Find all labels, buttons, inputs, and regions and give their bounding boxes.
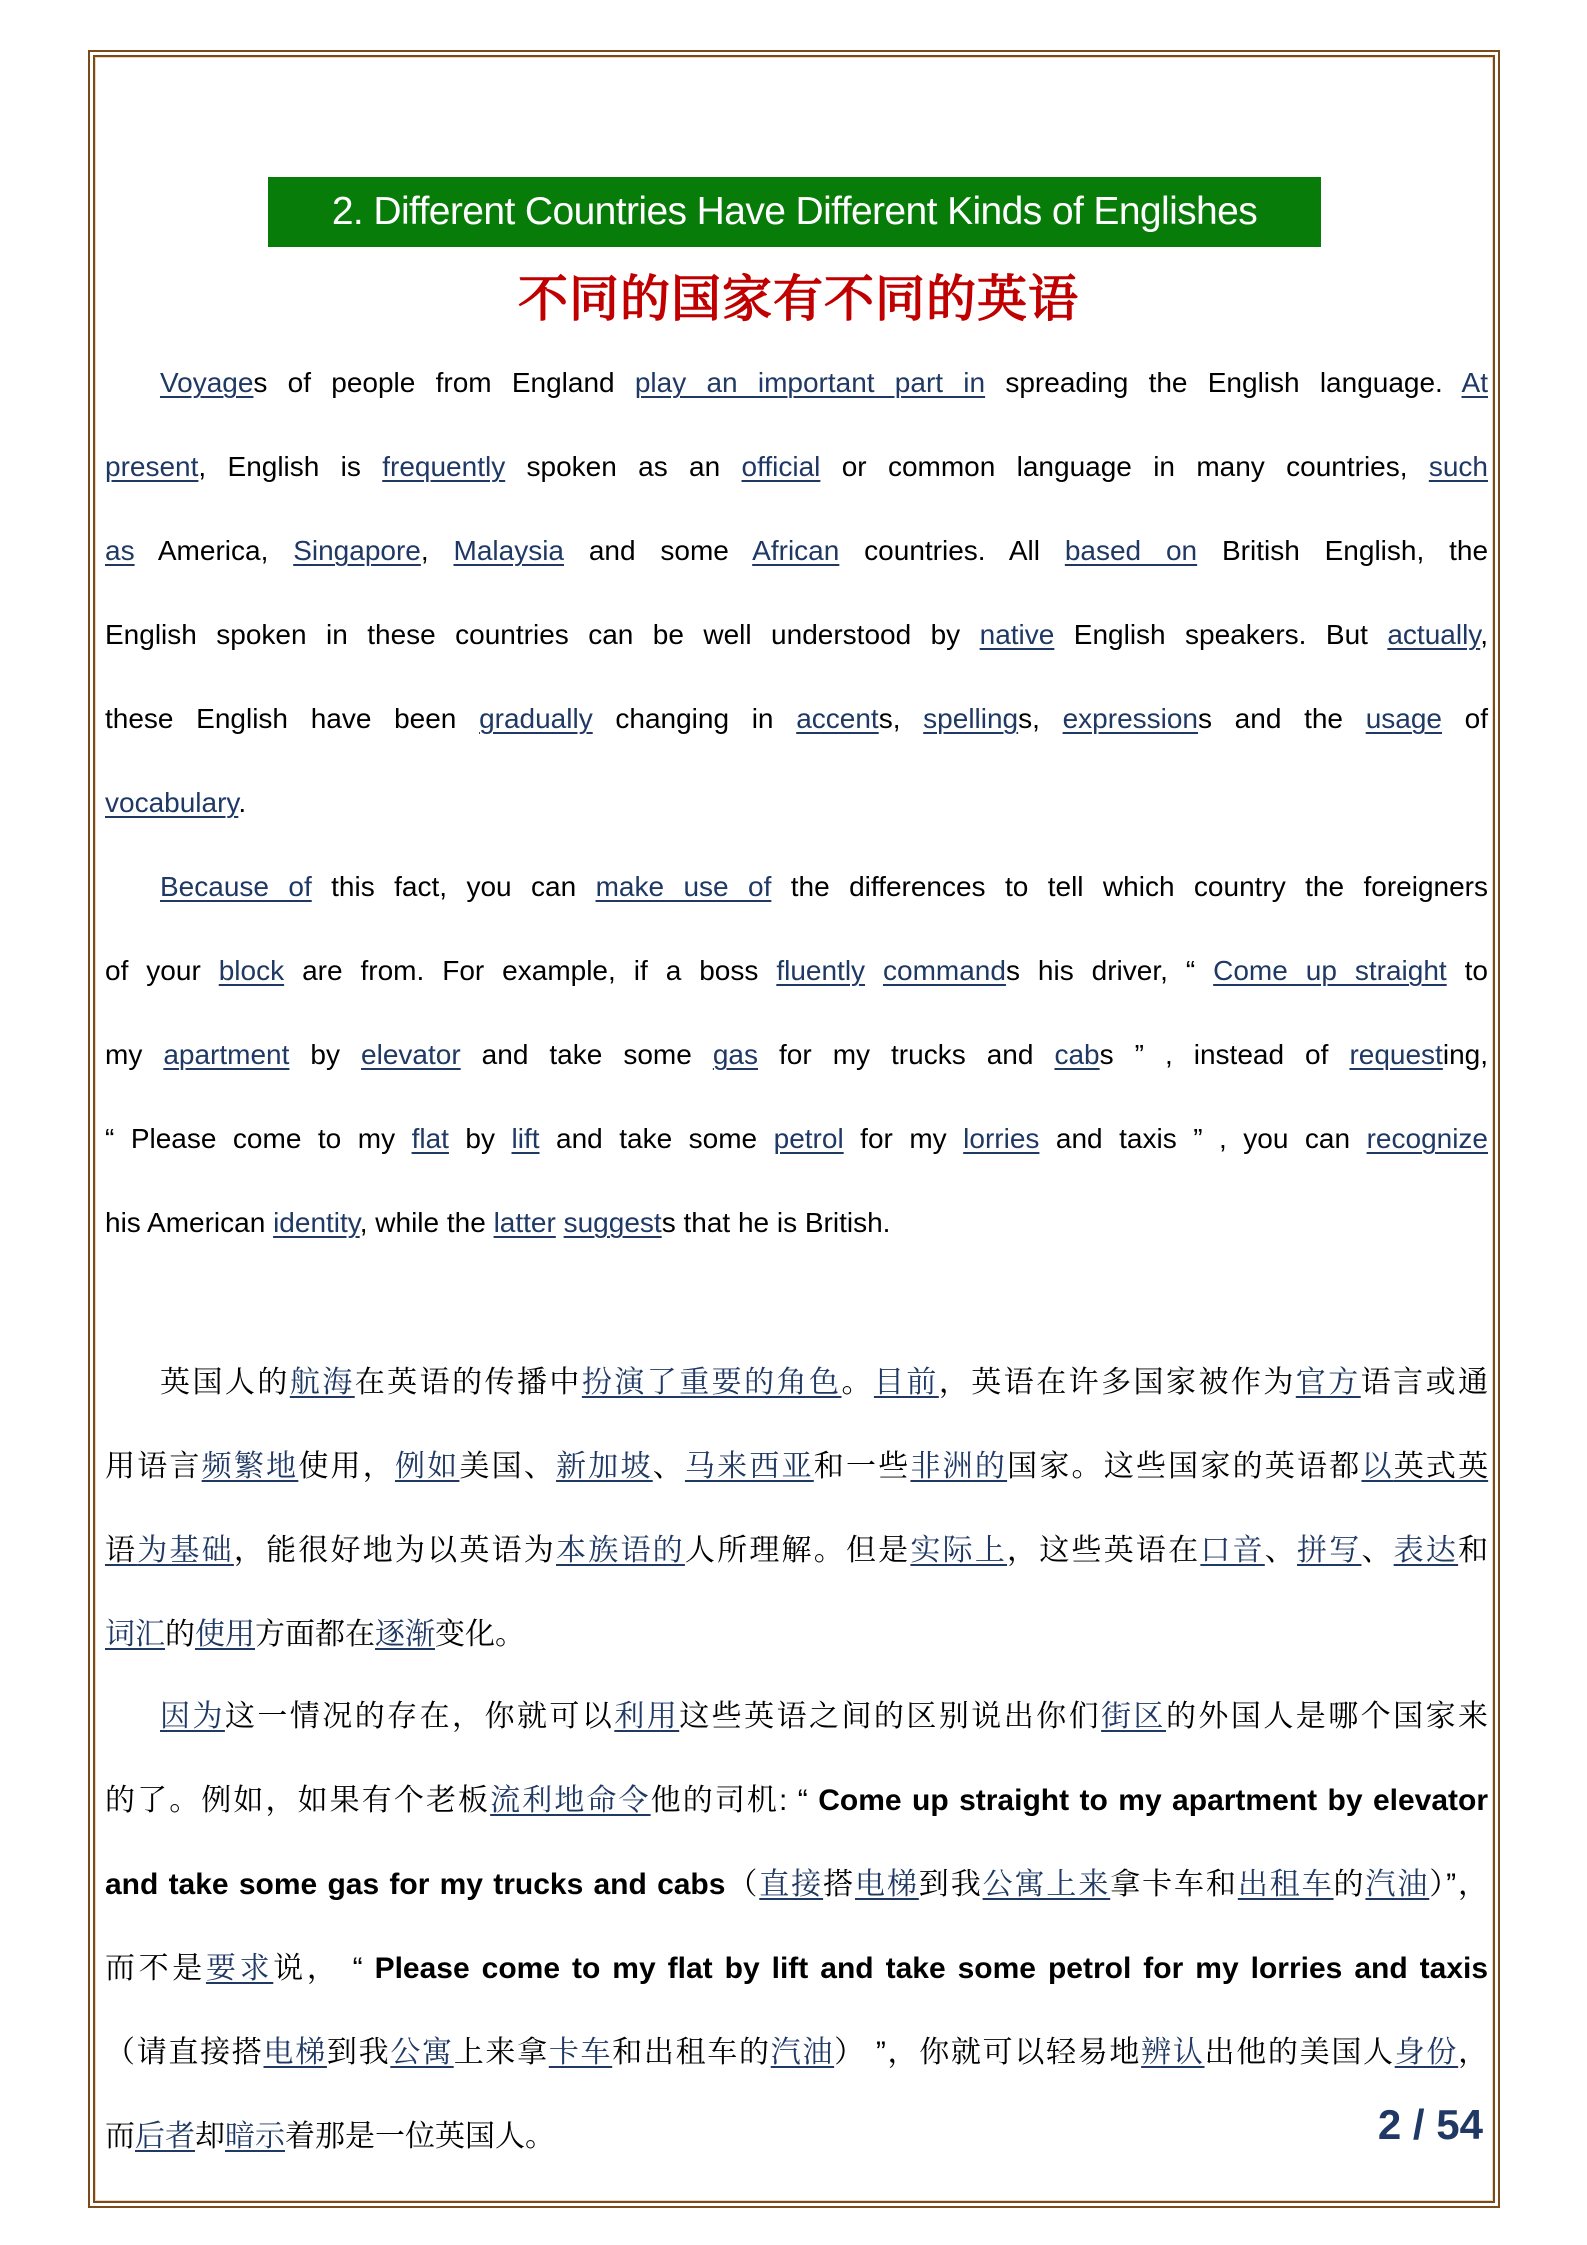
vocabulary-link[interactable]: 汽油: [770, 2036, 835, 2069]
text-segment: [556, 1207, 564, 1238]
vocabulary-link[interactable]: 汽油: [1365, 1868, 1430, 1901]
vocabulary-link[interactable]: frequently: [382, 451, 506, 482]
english-text-line: [105, 621, 1488, 649]
vocabulary-link[interactable]: 因为: [160, 1700, 225, 1733]
text-segment: British English, the: [1197, 535, 1489, 566]
chinese-text-line: [160, 1366, 1488, 1400]
vocabulary-link[interactable]: 辨认: [1141, 2036, 1205, 2069]
text-segment: spreading the English language.: [985, 367, 1462, 398]
vocabulary-link[interactable]: lift: [511, 1123, 540, 1154]
vocabulary-link[interactable]: 目前: [873, 1366, 939, 1399]
vocabulary-link[interactable]: 身份: [1394, 2036, 1459, 2069]
text-segment: my: [105, 1039, 164, 1070]
text-segment: by: [448, 1123, 512, 1154]
text-segment: 方面都在: [255, 1618, 375, 1651]
text-segment: 和一些: [813, 1450, 911, 1483]
text-segment: 搭: [823, 1868, 855, 1901]
vocabulary-link[interactable]: present: [105, 451, 199, 482]
text-segment: 人所理解。但是: [684, 1534, 911, 1567]
vocabulary-link[interactable]: expression: [1062, 703, 1198, 734]
vocabulary-link[interactable]: 流利地命令: [490, 1784, 651, 1817]
text-segment: （: [725, 1868, 760, 1901]
english-text-line: [160, 873, 1488, 901]
text-segment: and take some: [460, 1039, 713, 1070]
vocabulary-link[interactable]: 公寓上来: [982, 1868, 1111, 1901]
text-segment: 出他的美国人: [1204, 2036, 1395, 2069]
vocabulary-link[interactable]: identity: [273, 1207, 360, 1238]
text-segment: Come up straight to my apartment by elevator: [818, 1784, 1489, 1817]
text-segment: ，: [1458, 2036, 1489, 2069]
vocabulary-link[interactable]: actually: [1387, 619, 1481, 650]
vocabulary-link[interactable]: 非洲的: [910, 1450, 1008, 1483]
text-segment: 而不是: [105, 1952, 206, 1985]
vocabulary-link[interactable]: native: [979, 619, 1055, 650]
vocabulary-link[interactable]: cab: [1054, 1039, 1100, 1070]
vocabulary-link[interactable]: 本族语的: [556, 1534, 685, 1567]
text-segment: 却: [195, 2120, 225, 2153]
vocabulary-link[interactable]: 逐渐: [375, 1618, 435, 1651]
vocabulary-link[interactable]: such: [1428, 451, 1488, 482]
vocabulary-link[interactable]: based on: [1064, 535, 1198, 566]
vocabulary-link[interactable]: At: [1461, 367, 1489, 398]
vocabulary-link[interactable]: latter: [493, 1207, 556, 1238]
vocabulary-link[interactable]: African: [752, 535, 840, 566]
text-segment: for my trucks and: [757, 1039, 1055, 1070]
text-segment: and take some: [539, 1123, 774, 1154]
english-text-line: [105, 1041, 1488, 1069]
vocabulary-link[interactable]: 出租车: [1237, 1868, 1334, 1901]
text-segment: “ Please come to my: [105, 1123, 412, 1154]
vocabulary-link[interactable]: 卡车: [548, 2036, 613, 2069]
text-segment: these English have been: [105, 703, 480, 734]
text-segment: English speakers. But: [1054, 619, 1388, 650]
text-segment: countries. All: [839, 535, 1065, 566]
text-segment: .: [238, 787, 247, 818]
vocabulary-link[interactable]: 要求: [205, 1952, 274, 1985]
vocabulary-link[interactable]: 电梯: [263, 2036, 327, 2069]
english-text-line: [160, 369, 1488, 397]
text-segment: 的外国人是哪个国家来: [1165, 1700, 1489, 1733]
text-segment: 到我: [918, 1868, 983, 1901]
text-segment: this fact, you can: [311, 871, 596, 902]
chinese-text-line: [105, 2036, 1488, 2070]
text-segment: and some: [563, 535, 753, 566]
text-segment: 着那是一位英国人。: [285, 2120, 555, 2153]
vocabulary-link[interactable]: 口音: [1200, 1534, 1265, 1567]
vocabulary-link[interactable]: 频繁地: [201, 1450, 299, 1483]
text-segment: ，这些英语在: [1007, 1534, 1201, 1567]
text-segment: , English is: [198, 451, 383, 482]
vocabulary-link[interactable]: Malaysia: [453, 535, 564, 566]
text-segment: 这些英语之间的区别说出你们: [679, 1700, 1102, 1733]
vocabulary-link[interactable]: 新加坡: [556, 1450, 653, 1483]
text-segment: English spoken in these countries can be well understood by: [105, 619, 980, 650]
text-segment: 、: [652, 1450, 685, 1483]
english-text-line: [105, 1209, 1488, 1237]
vocabulary-link[interactable]: flat: [411, 1123, 449, 1154]
vocabulary-link[interactable]: Singapore: [293, 535, 421, 566]
text-segment: changing in: [592, 703, 797, 734]
vocabulary-link[interactable]: 利用: [614, 1700, 680, 1733]
vocabulary-link[interactable]: as: [105, 535, 135, 566]
vocabulary-link[interactable]: 表达: [1393, 1534, 1459, 1567]
text-segment: 在英语的传播中: [354, 1366, 582, 1399]
vocabulary-link[interactable]: Voyage: [160, 367, 254, 398]
text-segment: for my: [843, 1123, 964, 1154]
english-text-line: [105, 1125, 1488, 1153]
text-segment: s and the: [1198, 703, 1366, 734]
chinese-text-line: [105, 1618, 1488, 1652]
text-segment: of: [1441, 703, 1489, 734]
vocabulary-link[interactable]: accent: [796, 703, 879, 734]
vocabulary-link[interactable]: vocabulary: [105, 787, 239, 818]
vocabulary-link[interactable]: official: [741, 451, 821, 482]
vocabulary-link[interactable]: usage: [1365, 703, 1442, 734]
section-title-english: 2. Different Countries Have Different Kinds of Englishes: [331, 190, 1258, 233]
text-segment: his American: [105, 1207, 274, 1238]
vocabulary-link[interactable]: 以: [1361, 1450, 1394, 1483]
vocabulary-link[interactable]: elevator: [361, 1039, 461, 1070]
text-segment: 。: [841, 1366, 874, 1399]
section-title-chinese: 不同的国家有不同的英语: [518, 271, 1079, 327]
vocabulary-link[interactable]: 例如: [394, 1450, 460, 1483]
vocabulary-link[interactable]: make use of: [595, 871, 772, 902]
vocabulary-link[interactable]: block: [218, 955, 285, 986]
vocabulary-link[interactable]: 马来西亚: [684, 1450, 814, 1483]
vocabulary-link[interactable]: play an important part in: [634, 367, 986, 398]
vocabulary-link[interactable]: petrol: [773, 1123, 844, 1154]
text-segment: 和: [1458, 1534, 1489, 1567]
text-segment: Please come to my flat by lift and take some petrol for my lorries and taxis: [374, 1952, 1489, 1985]
vocabulary-link[interactable]: 使用: [195, 1618, 255, 1651]
vocabulary-link[interactable]: 公寓: [390, 2036, 454, 2069]
vocabulary-link[interactable]: command: [883, 955, 1006, 986]
chinese-text-line: [105, 1450, 1488, 1484]
english-text-line: [105, 789, 1488, 817]
text-segment: 和出租车的: [612, 2036, 771, 2069]
text-segment: ,: [420, 535, 454, 566]
vocabulary-link[interactable]: suggest: [563, 1207, 662, 1238]
text-segment: 、: [1264, 1534, 1297, 1567]
vocabulary-link[interactable]: Come up straight: [1213, 955, 1447, 986]
text-segment: s,: [1018, 703, 1063, 734]
text-segment: are from. For example, if a boss: [284, 955, 777, 986]
text-segment: 使用，: [298, 1450, 395, 1483]
text-segment: 变化。: [435, 1618, 525, 1651]
vocabulary-link[interactable]: 为基础: [137, 1534, 234, 1567]
english-text-line: [105, 957, 1488, 985]
vocabulary-link[interactable]: 街区: [1101, 1700, 1166, 1733]
chinese-text-line: [105, 1534, 1488, 1568]
text-segment: and take some gas for my trucks and cabs: [105, 1868, 726, 1901]
vocabulary-link[interactable]: 直接: [759, 1868, 824, 1901]
text-segment: 的: [1333, 1868, 1366, 1901]
text-segment: 这一情况的存在，你就可以: [224, 1700, 615, 1733]
section-title-banner: [268, 177, 1321, 247]
text-segment: the differences to tell which country the foreigners: [771, 871, 1488, 902]
english-text-line: [105, 453, 1488, 481]
text-segment: 用语言: [105, 1450, 202, 1483]
chinese-text-line: [105, 1952, 1488, 1986]
text-segment: s ” , instead of: [1099, 1039, 1350, 1070]
text-segment: 、: [1361, 1534, 1394, 1567]
vocabulary-link[interactable]: lorries: [963, 1123, 1040, 1154]
vocabulary-link[interactable]: 拼写: [1297, 1534, 1362, 1567]
vocabulary-link[interactable]: 扮演了重要的角色: [581, 1366, 842, 1399]
text-segment: [865, 955, 883, 986]
vocabulary-link[interactable]: spelling: [923, 703, 1019, 734]
chinese-text-line: [160, 1700, 1488, 1734]
vocabulary-link[interactable]: gas: [712, 1039, 758, 1070]
text-segment: s of people from England: [253, 367, 635, 398]
text-segment: America,: [134, 535, 294, 566]
vocabulary-link[interactable]: fluently: [776, 955, 866, 986]
text-segment: 语言或通: [1360, 1366, 1489, 1399]
text-segment: 美国、: [459, 1450, 557, 1483]
text-segment: ，能很好地为以英语为: [233, 1534, 557, 1567]
vocabulary-link[interactable]: 词汇: [105, 1618, 165, 1651]
vocabulary-link[interactable]: apartment: [163, 1039, 290, 1070]
vocabulary-link[interactable]: gradually: [479, 703, 593, 734]
english-text-line: [105, 537, 1488, 565]
text-segment: s his driver, “: [1005, 955, 1214, 986]
vocabulary-link[interactable]: 暗示: [225, 2120, 285, 2153]
text-segment: and taxis ” , you can: [1039, 1123, 1367, 1154]
text-segment: or common language in many countries,: [820, 451, 1429, 482]
vocabulary-link[interactable]: 实际上: [910, 1534, 1008, 1567]
text-segment: ）”，: [1429, 1868, 1489, 1901]
text-segment: to: [1446, 955, 1489, 986]
text-segment: （请直接搭: [105, 2036, 264, 2069]
text-segment: 上来拿: [453, 2036, 549, 2069]
underlined-text: 语: [105, 1534, 138, 1567]
text-segment: s that he is British.: [661, 1207, 891, 1238]
text-segment: s,: [878, 703, 924, 734]
text-segment: 的: [165, 1618, 195, 1651]
text-segment: 国家。这些国家的英语都: [1007, 1450, 1362, 1483]
page-number: 2 / 54: [1377, 2101, 1483, 2148]
vocabulary-link[interactable]: Because of: [160, 871, 312, 902]
vocabulary-link[interactable]: 航海: [289, 1366, 355, 1399]
chinese-text-line: [105, 1868, 1488, 1902]
text-segment: 而: [105, 2120, 135, 2153]
text-segment: ing,: [1442, 1039, 1488, 1070]
vocabulary-link[interactable]: 电梯: [854, 1868, 919, 1901]
vocabulary-link[interactable]: recognize: [1366, 1123, 1488, 1154]
chinese-text-line: [105, 2120, 1488, 2154]
text-segment: 说， “: [273, 1952, 375, 1985]
text-segment: ，英语在许多国家被作为: [938, 1366, 1296, 1399]
text-segment: ） ”，你就可以轻易地: [834, 2036, 1142, 2069]
text-segment: 他的司机: “: [650, 1784, 819, 1817]
text-segment: , while the: [359, 1207, 494, 1238]
text-segment: 的了。例如，如果有个老板: [105, 1784, 491, 1817]
text-segment: by: [289, 1039, 362, 1070]
text-segment: 拿卡车和: [1110, 1868, 1238, 1901]
text-segment: 到我: [326, 2036, 391, 2069]
vocabulary-link[interactable]: request: [1349, 1039, 1443, 1070]
text-segment: of your: [105, 955, 219, 986]
english-text-line: [105, 705, 1488, 733]
underlined-text: 英式英: [1393, 1450, 1489, 1483]
text-segment: ,: [1480, 619, 1488, 650]
text-segment: spoken as an: [505, 451, 742, 482]
vocabulary-link[interactable]: 后者: [135, 2120, 195, 2153]
vocabulary-link[interactable]: 官方: [1295, 1366, 1361, 1399]
text-segment: 英国人的: [160, 1366, 290, 1399]
chinese-text-line: [105, 1784, 1488, 1818]
